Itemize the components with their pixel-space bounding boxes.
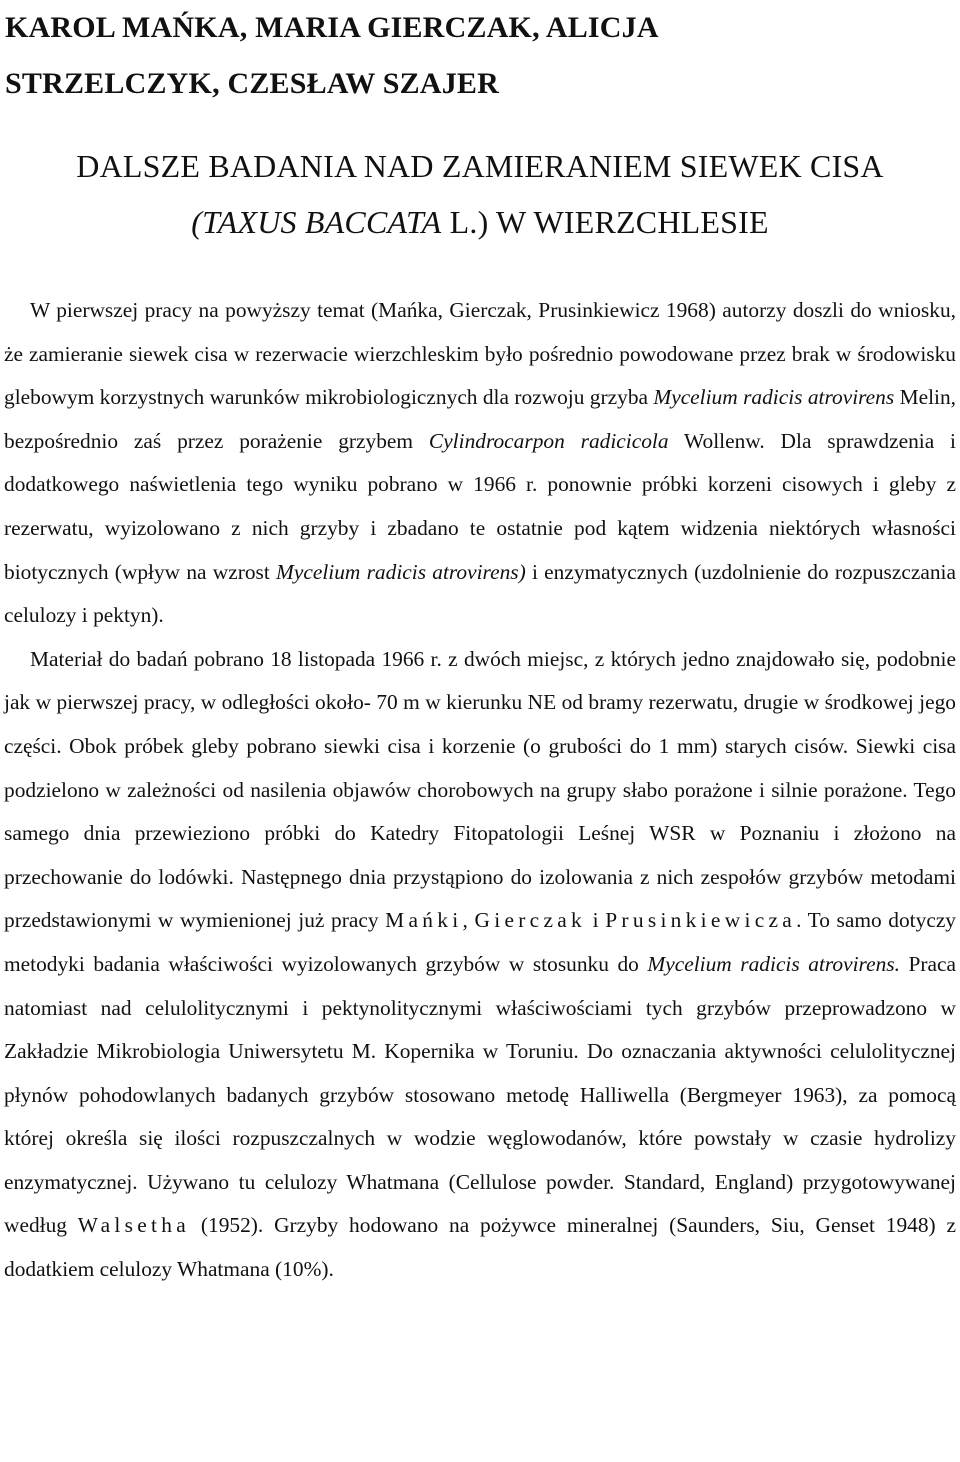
- p1-text-3: Wollenw. Dla sprawdzenia i dodatkowego naświetlenia tego wyniku pobrano w 1966 r. ponownie próbki korzeni cisowych i gleby z rezerwatu, wyizolowano z nich grzyby i zbadano te ostatnie pod kątem widzenia niektórych własności biotycznych (wpływ na wzrost: [4, 428, 957, 584]
- p2-text-4: . To samo dotyczy metodyki badania właściwości wyizolowanych grzybów w stosunku do: [4, 908, 957, 976]
- p2-author-gierczak: Gierczak: [474, 908, 587, 933]
- p2-text-2: ,: [462, 908, 475, 933]
- title-line-1: DALSZE BADANIA NAD ZAMIERANIEM SIEWEK CISA: [76, 148, 884, 184]
- p2-species-1: Mycelium radicis atrovirens.: [647, 951, 900, 976]
- title-species-name: (TAXUS BACCATA: [191, 204, 442, 240]
- article-title: [0, 138, 960, 250]
- p2-author-prusinkiewicz: Prusinkiewicza: [605, 908, 797, 933]
- p1-text-2: Melin, bezpośrednio zaś przez porażenie grzybem: [4, 385, 957, 453]
- p2-text-5: Praca natomiast nad celulolitycznymi i pektynolitycznymi właściwościami tych grzybów przeprowadzono w Zakładzie Mikrobiologia Uniwersytetu M. Kopernika w Toruniu. Do oznaczania aktywności celulolitycznej płynów pohodowlanych badanych grzybów stosowano metodę Halliwella (Bergmeyer 1963), za pomocą której określa się ilości rozpuszczalnych w wodzie węglowodanów, które powstały w czasie hydrolizy enzymatycznej. Używano tu celulozy Whatmana (Cellulose powder. Standard, England) przygotowywanej według: [4, 951, 956, 1238]
- p2-author-manka: Mańki: [385, 908, 463, 933]
- p2-author-walseth: Walsetha: [77, 1213, 191, 1238]
- authors-line-2: STRZELCZYK, CZESŁAW SZAJER: [5, 67, 499, 100]
- p1-species-1: Mycelium radicis atrovirens: [653, 385, 895, 410]
- p1-species-3: Mycelium radicis atrovirens): [276, 559, 526, 584]
- article-body: [4, 289, 956, 1292]
- p2-text-3: i: [586, 908, 606, 933]
- p1-species-2: Cylindrocarpon radicicola: [428, 428, 669, 453]
- p1-text-4: i enzymatycznych (uzdolnienie do rozpuszczania celulozy i pektyn).: [4, 559, 956, 628]
- title-line-2-rest: L.) W WIERZCHLESIE: [441, 204, 769, 240]
- p1-text-1: W pierwszej pracy na powyższy temat (Mańka, Gierczak, Prusinkiewicz 1968) autorzy doszli do wniosku, że zamieranie siewek cisa w rezerwacie wierzchleskim było pośrednio powodowane przez brak w środowisku glebowym korzystnych warunków mikrobiologicznych dla rozwoju grzyba: [4, 298, 956, 410]
- authors-heading: [5, 0, 905, 112]
- title-line-2: [0, 194, 960, 250]
- p2-text-1: Materiał do badań pobrano 18 listopada 1966 r. z dwóch miejsc, z których jedno znajdowało się, podobnie jak w pierwszej pracy, w odległości około- 70 m w kierunku NE od bramy rezerwatu, drugie w środkowej jego części. Obok próbek gleby pobrano siewki cisa i korzenie (o grubości do 1 mm) starych cisów. Siewki cisa podzielono w zależności od nasilenia objawów chorobowych na grupy słabo porażone i silnie porażone. Tego samego dnia przewieziono próbki do Katedry Fitopatologii Leśnej WSR w Poznaniu i złożono na przechowanie do lodówki. Następnego dnia przystąpiono do izolowania z nich zespołów grzybów metodami przedstawionymi w wymienionej już pracy: [4, 646, 956, 933]
- authors-line-1: KAROL MAŃKA, MARIA GIERCZAK, ALICJA: [5, 11, 659, 44]
- paragraph-2: [4, 638, 956, 1292]
- p2-text-6: (1952). Grzyby hodowano na pożywce mineralnej (Saunders, Siu, Genset 1948) z dodatkiem celulozy Whatmana (10%).: [4, 1213, 956, 1282]
- paragraph-1: [4, 289, 956, 638]
